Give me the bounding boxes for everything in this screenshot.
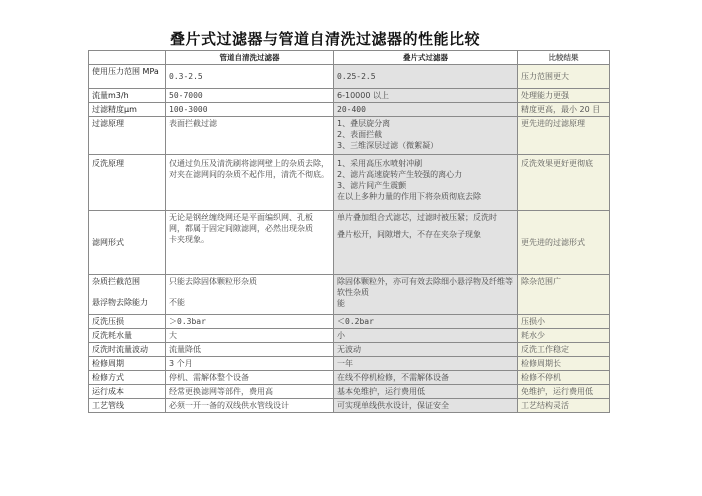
header-cell-empty [89,51,166,65]
pipe-value: 停机、需解体整个设备 [166,371,334,385]
disc-value: ＜0.2bar [334,315,518,329]
disc-line: 除固体颗粒外，亦可有效去除细小悬浮物及纤维等软性杂质 [337,277,513,297]
disc-line: 1、叠层旋分离 [337,119,391,128]
header-pipe-filter: 管道自清洗过滤器 [166,51,334,65]
disc-value: 0.25-2.5 [334,65,518,89]
table-row [89,275,610,315]
pipe-value: 100-3000 [166,103,334,117]
pipe-value: 0.3-2.5 [166,65,334,89]
pipe-value: 流量降低 [166,343,334,357]
pipe-value-list [166,211,334,275]
table-row [89,371,610,385]
row-label: 反洗耗水量 [89,329,166,343]
disc-line: 在以上多种力量的作用下将杂质彻底去除 [337,192,481,201]
table-row [89,117,610,155]
row-label: 杂质拦截范围 [92,277,140,286]
row-label-list [89,275,166,315]
pipe-value: 必须一开一备的双线供水管线设计 [166,399,334,413]
row-label: 反洗原理 [89,155,166,211]
table-row [89,385,610,399]
row-label: 滤网形式 [89,211,166,275]
disc-value: 6-10000 以上 [334,89,518,103]
disc-value: 在线不停机检修，不需解体设备 [334,371,518,385]
table-row [89,357,610,371]
table-row [89,155,610,211]
row-label: 检修方式 [89,371,166,385]
result-value: 处理能力更强 [518,89,610,103]
pipe-line: 只能去除固体颗粒形杂质 [169,277,257,286]
table-row [89,103,610,117]
pipe-line: 卡夹现象。 [169,235,209,244]
row-label: 悬浮物去除能力 [92,298,148,307]
row-label: 反洗压损 [89,315,166,329]
row-label: 流量m3/h [89,89,166,103]
spacer [92,287,162,297]
disc-line: 能 [337,299,345,308]
result-value: 压损小 [518,315,610,329]
disc-value-list [334,211,518,275]
page-title: 叠片式过滤器与管道自清洗过滤器的性能比较 [170,30,481,48]
pipe-value: 表面拦截过滤 [166,117,334,155]
disc-line: 叠片松开，间隙增大，不存在夹杂子现象 [337,230,481,239]
disc-value-list [334,275,518,315]
pipe-value: 仅通过负压及清洗刷将滤网壁上的杂质去除，对夹在滤网间的杂质不起作用，清洗不彻底。 [166,155,334,211]
disc-value: 可实现单线供水设计，保证安全 [334,399,518,413]
table-header-row [89,51,610,65]
disc-value: 20-400 [334,103,518,117]
pipe-value-list [166,275,334,315]
result-value: 检修周期长 [518,357,610,371]
disc-value-list [334,117,518,155]
pipe-value: 50-7000 [166,89,334,103]
disc-line: 3、滤片间产生震颤 [337,181,407,190]
table-row [89,343,610,357]
pipe-value: ＞0.3bar [166,315,334,329]
row-label: 工艺管线 [89,399,166,413]
result-value: 反洗工作稳定 [518,343,610,357]
result-value: 更先进的过滤形式 [518,211,610,275]
table-row [89,399,610,413]
result-value: 耗水少 [518,329,610,343]
disc-line: 3、三维深层过滤（微絮凝） [337,141,439,150]
row-label: 过滤原理 [89,117,166,155]
disc-value-list [334,155,518,211]
spacer [169,287,330,297]
result-value: 反洗效果更好更彻底 [518,155,610,211]
disc-line: 2、表面拦截 [337,130,383,139]
comparison-table [88,50,610,413]
row-label: 过滤精度μm [89,103,166,117]
disc-value: 小 [334,329,518,343]
result-value: 除杂范围广 [518,275,610,315]
result-value: 工艺结构灵活 [518,399,610,413]
row-label: 检修周期 [89,357,166,371]
disc-value: 无波动 [334,343,518,357]
pipe-line: 不能 [169,298,185,307]
table-row [89,211,610,275]
result-value: 压力范围更大 [518,65,610,89]
pipe-value: 经常更换滤网等部件，费用高 [166,385,334,399]
result-value: 更先进的过滤原理 [518,117,610,155]
table-row [89,89,610,103]
disc-value: 一年 [334,357,518,371]
disc-line: 单片叠加组合式滤芯，过滤时被压紧；反洗时 [337,213,497,222]
row-label: 运行成本 [89,385,166,399]
row-label: 反洗时流量波动 [89,343,166,357]
result-value: 免维护，运行费用低 [518,385,610,399]
disc-line: 1、采用高压水喷射冲刷 [337,159,423,168]
pipe-line: 无论是钢丝缠绕网还是平面编织网、孔板 [169,213,313,222]
disc-value: 基本免维护，运行费用低 [334,385,518,399]
table-row [89,65,610,89]
table-row [89,329,610,343]
pipe-line: 网，都属于固定间隙滤网，必然出现杂质 [169,224,313,233]
row-label: 使用压力范围 MPa [89,65,166,89]
table-row [89,315,610,329]
pipe-value: 大 [166,329,334,343]
header-result: 比较结果 [518,51,610,65]
result-value: 精度更高，最小 20 目 [518,103,610,117]
disc-line: 2、滤片高速旋转产生较强的离心力 [337,170,463,179]
result-value: 检修不停机 [518,371,610,385]
header-disc-filter: 叠片式过滤器 [334,51,518,65]
pipe-value: 3 个月 [166,357,334,371]
